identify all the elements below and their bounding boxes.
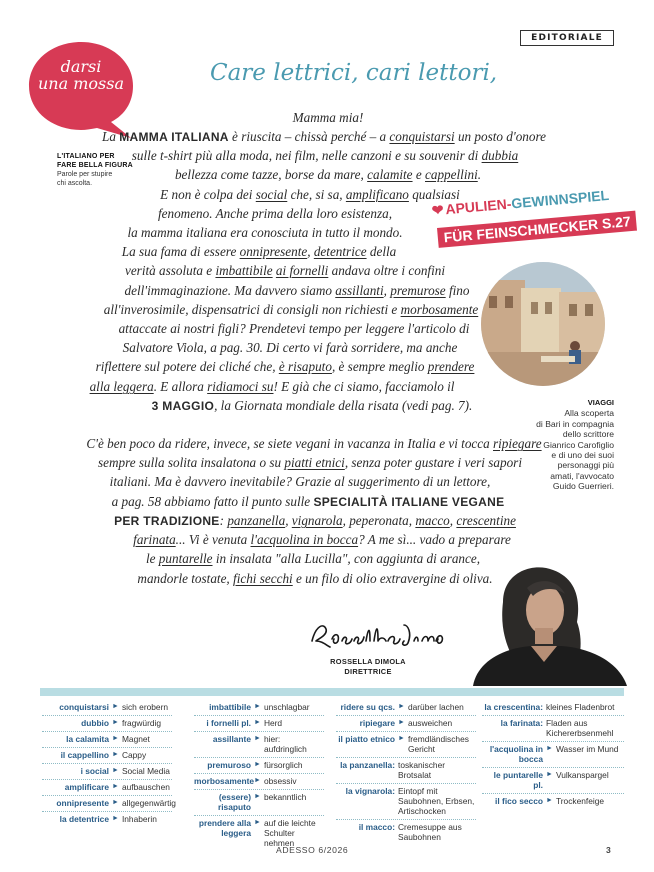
arrow-right-icon: ► [112, 735, 119, 742]
body-line: Salvatore Viola, a pag. 30. Di certo vi farà sorridere, ma anche [122, 340, 458, 355]
glossary-row: l'acquolina in bocca ► Wasser im Mund [482, 742, 624, 768]
glossary-row: la vignarola: Eintopf mit Saubohnen, Erbsen, Artischocken [336, 784, 476, 820]
author-portrait [453, 566, 654, 686]
body-line: C'è ben poco da ridere, invece, se siete vegani in vacanza in Italia e vi tocca ripiegare [86, 436, 542, 451]
glossary-row: il macco: Cremesuppe aus Saubohnen [358, 822, 462, 842]
glossary-row: dubbio ► fragwürdig [42, 716, 172, 732]
caption-line: e di uno dei suoi [551, 450, 614, 461]
arrow-right-icon: ► [254, 719, 261, 726]
arrow-right-icon: ► [112, 751, 119, 758]
arrow-right-icon: ► [398, 719, 405, 726]
body-line: fenomeno. Anche prima della loro esistenza, [157, 206, 393, 221]
glossary-column-4 [482, 700, 624, 809]
glossary-row: ripiegare ► ausweichen [336, 716, 476, 732]
glossary-row: i fornelli pl. ► Herd [194, 716, 324, 732]
arrow-right-icon: ► [254, 793, 261, 800]
body-line: La MAMMA ITALIANA è riuscita – chissà perché – a conquistarsi un posto d'onore [102, 129, 546, 144]
body-line: farinata... Vi è venuta l'acquolina in bocca? A me sì... vado a preparare [133, 532, 511, 547]
body-line: verità assoluta e imbattibile ai fornelli andava oltre i confini [124, 263, 446, 278]
arrow-right-icon: ► [254, 761, 261, 768]
author-role: DIRETTRICE [344, 667, 392, 676]
glossary-row: (essere) risaputo ► bekanntlich [194, 790, 324, 816]
speech-bubble [27, 38, 135, 138]
caption-line: dello scrittore [562, 429, 614, 440]
arrow-right-icon: ► [546, 771, 553, 778]
photo-caption [510, 398, 614, 492]
glossary-row: le puntarelle pl. ► Vulkanspargel [482, 768, 624, 794]
caption-line: Alla scoperta [564, 408, 614, 419]
author-signature [308, 615, 448, 655]
body-line: all'inverosimile, dispensatrici di consigli non richiesti e morbosamente [103, 302, 479, 317]
glossary-column-1 [42, 700, 176, 827]
caption-line: personaggi più [557, 460, 614, 471]
glossary-column-3 [336, 700, 476, 845]
glossary-row: assillante ► hier: aufdringlich [194, 732, 324, 758]
arrow-right-icon: ► [254, 703, 261, 710]
body-line: La sua fama di essere onnipresente, detentrice della [121, 244, 397, 259]
caption-title: VIAGGI [587, 398, 614, 407]
side-note-title-1: L'ITALIANO PER [57, 153, 115, 160]
glossary-row: la detentrice ► Inhaberin [59, 814, 157, 824]
body-line: a pag. 58 abbiamo fatto il punto sulle SPECIALITÀ ITALIANE VEGANE [111, 494, 505, 509]
arrow-right-icon: ► [112, 703, 119, 710]
glossary-row: imbattibile ► unschlagbar [194, 700, 324, 716]
body-line: sempre sulla solita insalatona o su piatti etnici, senza poter gustare i veri sapori [98, 455, 522, 470]
arrow-right-icon: ► [112, 783, 119, 790]
caption-line: di Bari in compagnia [536, 418, 614, 429]
body-line: alla leggera. E allora ridiamoci su! E già che ci siamo, facciamolo il [89, 379, 455, 394]
body-line: Mamma mia! [292, 110, 364, 125]
glossary-row: il fico secco ► Trockenfeige [495, 796, 605, 806]
caption-line: Guido Guerrieri. [552, 481, 614, 492]
arrow-right-icon: ► [398, 735, 405, 742]
glossary-row: la crescentina: kleines Fladenbrot [482, 700, 624, 716]
glossary-row: conquistarsi ► sich erobern [42, 700, 172, 716]
caption-line: amati, l'avvocato [550, 470, 614, 481]
arrow-right-icon: ► [546, 797, 553, 804]
arrow-right-icon: ► [112, 799, 119, 806]
glossary-divider-bar [40, 688, 624, 696]
bubble-line-2: una mossa [38, 74, 124, 93]
body-line: italiani. Ma è davvero inevitabile? Grazie al suggerimento di un lettore, [109, 474, 491, 489]
body-line: bellezza come tazze, borse da mare, calamite e cappellini. [174, 167, 482, 182]
glossary-row: onnipresente ► allgegenwärtig [42, 796, 172, 812]
arrow-right-icon: ► [398, 703, 405, 710]
glossary-row: i social ► Social Media [42, 764, 172, 780]
arrow-right-icon: ► [546, 745, 553, 752]
body-line: sulle t-shirt più alla moda, nei film, nelle canzoni e su souvenir di dubbia [131, 148, 519, 163]
side-note-title-2: FARE BELLA FIGURA [57, 162, 133, 169]
glossary-row: il cappellino ► Cappy [42, 748, 172, 764]
glossary-row: la panzanella: toskanischer Brotsalat [336, 758, 476, 784]
glossary-row: la calamita ► Magnet [42, 732, 172, 748]
arrow-right-icon: ► [112, 719, 119, 726]
glossary-column-2 [194, 700, 324, 851]
body-line: dell'immaginazione. Ma davvero siamo assillanti, premurose fino [124, 283, 470, 298]
arrow-right-icon: ► [112, 767, 119, 774]
glossary-row: ridere su qcs. ► darüber lachen [336, 700, 476, 716]
glossary-row: prendere alla leggera ► auf die leichte Schulter nehmen [198, 818, 316, 848]
body-line: 3 MAGGIO, la Giornata mondiale della risata (vedi pag. 7). [151, 398, 473, 413]
glossary-row: premuroso ► fürsorglich [194, 758, 324, 774]
page-number: 3 [606, 845, 612, 855]
arrow-right-icon: ► [254, 735, 261, 742]
contest-banner-line-2: FÜR FEINSCHMECKER S.27 [437, 211, 637, 248]
body-line: attaccate ai nostri figli? Prendetevi tempo per leggere l'articolo di [118, 321, 470, 336]
page-title: Care lettrici, cari lettori, [210, 60, 498, 86]
body-line: le puntarelle in insalata "alla Lucilla", con aggiunta di arance, [145, 551, 481, 566]
body-line: PER TRADIZIONE: panzanella, vignarola, peperonata, macco, crescentine [114, 513, 516, 528]
glossary-row: la farinata: Fladen aus Kichererbsenmehl [482, 716, 624, 742]
glossary-row: amplificare ► aufbauschen [42, 780, 172, 796]
author-name-block [318, 657, 418, 677]
arrow-right-icon: ► [254, 819, 261, 826]
contest-banner-line-1: ❤APULIEN-GEWINNSPIEL [425, 185, 616, 220]
arrow-right-icon: ► [112, 815, 119, 822]
bari-street-photo [481, 262, 605, 386]
bubble-line-1: darsi [60, 57, 102, 76]
side-note-text-2: chi ascolta. [57, 180, 93, 187]
section-tag: EDITORIALE [520, 30, 614, 46]
body-line: mandorle tostate, fichi secchi e un filo di olio extravergine di oliva. [137, 571, 493, 586]
body-line: la mamma italiana era conosciuta in tutto il mondo. [127, 225, 403, 240]
body-line: E non è colpa dei social che, si sa, amplificano qualsiasi [160, 187, 460, 202]
glossary-row: morbosamente ► obsessiv [194, 774, 324, 790]
side-note-text-1: Parole per stupire [57, 171, 113, 178]
glossary-row: il piatto etnico ► fremdländisches Gericht [336, 732, 476, 758]
author-name: ROSSELLA DIMOLA [330, 657, 406, 666]
arrow-right-icon: ► [254, 777, 261, 784]
magazine-issue: ADESSO 6/2026 [276, 845, 349, 855]
caption-line: Gianrico Carofiglio [543, 439, 614, 450]
heart-icon: ❤ [431, 201, 445, 219]
body-line: riflettere sul potere dei cliché che, è risaputo, è sempre meglio prendere [95, 359, 475, 374]
